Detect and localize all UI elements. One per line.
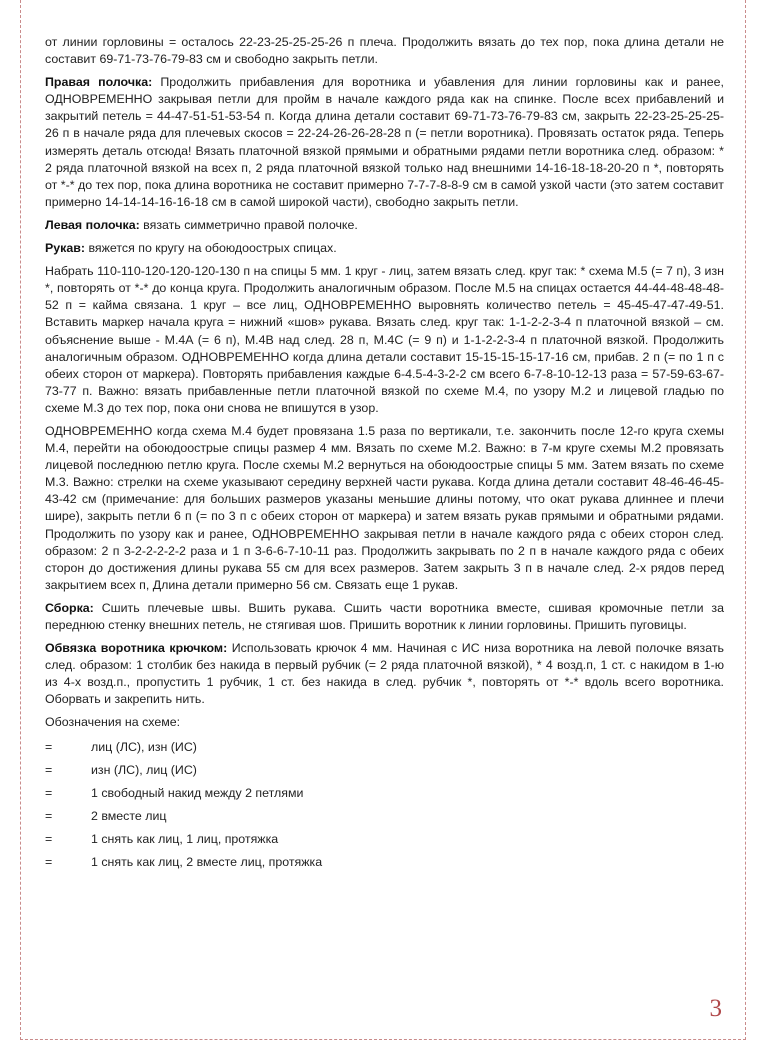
- paragraph-collar-edging: Обвязка воротника крючком: Использовать крючок 4 мм. Начиная с ИС низа воротника на левой полочке вязать след. образом: 1 столбик без накида в первый рубчик (= 2 ряда платочной вязкой), * 4 возд.п, 1 ст. с накидом в 1-ю из 4-х возд.п., пропустить 1 рубчик, 1 ст. без накида в след. рубчик *, повторять от *-* вдоль всего воротника. Оборвать и закрепить нить.: [45, 641, 724, 707]
- legend-desc: 1 снять как лиц, 1 лиц, протяжка: [91, 831, 279, 846]
- legend-desc: лиц (ЛС), изн (ИС): [91, 739, 197, 754]
- legend-symbol: =: [45, 762, 53, 777]
- legend-item: [45, 785, 724, 808]
- legend-title: Обозначения на схеме:: [45, 715, 181, 730]
- page-number: 3: [709, 995, 722, 1022]
- document-body: [45, 34, 724, 877]
- heading-sleeve: Рукав:: [45, 241, 85, 256]
- paragraph-assembly: Сборка: Сшить плечевые швы. Вшить рукава. Сшить части воротника вместе, сшивая кромочные петли за переднюю стенку внешних петель, не стягивая шов. Пришить воротник к линии горловины. Пришить пуговицы.: [45, 600, 724, 632]
- heading-right-front: Правая полочка:: [45, 75, 153, 90]
- legend-item: [45, 808, 724, 831]
- heading-collar-edging: Обвязка воротника крючком:: [45, 641, 228, 656]
- paragraph-right-front: Правая полочка: Продолжить прибавления для воротника и убавления для линии горловины как и ранее, ОДНОВРЕМЕННО закрывая петли для пройм в начале каждого ряда как на спинке. После всех прибавлений и закрытий петель = 44-47-51-51-53-54 п. Когда длина детали составит 69-71-73-76-79-83 см, закрыть 22-23-25-25-25-26 п в начале ряда для плечевых скосов = 22-24-26-26-28-28 п (= петли воротника). Провязать остаток ряда. Теперь измерять деталь отсюда! Вязать платочной вязкой прямыми и обратными рядами петли воротника след. образом: * 2 ряда платочной вязкой на всех п, 2 ряда платочной вязкой только над внешними 14-16-18-18-20-20 п *, повторять от *-* до тех пор, пока длина воротника не составит примерно 7-7-7-8-8-9 см в самой узкой части (это затем составит примерно 14-14-14-16-16-18 см в самой широкой части), свободно закрыть петли.: [45, 75, 724, 209]
- legend-desc: изн (ЛС), лиц (ИС): [91, 762, 197, 777]
- legend-symbol: =: [45, 831, 53, 846]
- legend-symbol: =: [45, 854, 53, 869]
- legend-desc: 1 свободный накид между 2 петлями: [91, 785, 304, 800]
- paragraph-sleeve-cast-on: Набрать 110-110-120-120-120-130 п на спицы 5 мм. 1 круг - лиц, затем вязать след. круг так: * схема М.5 (= 7 п), 3 изн *, повторять от *-* до конца круга. Продолжить аналогичным образом. После М.5 на спицах остается 44-44-48-48-48-52 п = кайма связана. 1 круг – все лиц, ОДНОВРЕМЕННО выровнять количество петель = 45-45-47-47-49-51. Вставить маркер начала круга = нижний «шов» рукава. Вязать след. круг так: 1-1-2-2-3-4 п платочной вязкой – см. объяснение выше - М.4A (= 6 п), М.4B над след. 28 п, М.4C (= 9 п) и 1-1-2-2-3-4 п платочной вязкой. Продолжить аналогичным образом. ОДНОВРЕМЕННО когда длина детали составит 15-15-15-15-17-16 см, прибав. 2 п (= по 1 п с обеих сторон от маркера). Повторять прибавления каждые 6-4.5-4-3-2-2 см всего 6-7-8-10-12-13 раза = 57-59-63-67-73-77 п. Важно: вязать прибавленные петли платочной вязкой по схеме М.4, по узору М.2 и лицевой гладью по схеме М.3 до тех пор, пока они снова не впишутся в узор.: [45, 264, 724, 415]
- paragraph-sleeve-shaping: ОДНОВРЕМЕННО когда схема М.4 будет провязана 1.5 раза по вертикали, т.е. закончить после 12-го круга схемы М.4, перейти на обоюдоострые спицы размер 4 мм. Вязать по схеме М.2. Важно: в 7-м круге схемы М.2 провязать лицевой последнюю петлю круга. После схемы М.2 вернуться на обоюдоострые спицы 5 мм. Затем вязать по схеме М.3. Важно: стрелки на схеме указывают середину верхней части рукава. Когда длина детали составит 48-46-46-45-43-42 см (примечание: для больших размеров указаны меньшие длины потому, что окат рукава длиннее и плечи шире), закрыть петли 6 п (= по 3 п с обеих сторон от маркера) и затем вязать рукав прямыми и обратными рядами. Продолжить по узору как и ранее, ОДНОВРЕМЕННО закрывая петли в начале каждого ряда с обеих сторон след. образом: 2 п 3-2-2-2-2-2 раза и 1 п 3-6-6-7-10-11 раз. Продолжить закрывать по 2 п в начале каждого ряда с обеих сторон до достижения длины рукава 55 см для всех размеров. Затем закрыть 3 п в начале след. 2-х рядов перед закрытием всех п, Длина детали примерно 56 см. Связать еще 1 рукав.: [45, 423, 724, 592]
- heading-left-front: Левая полочка:: [45, 217, 140, 232]
- legend-symbol: =: [45, 785, 53, 800]
- legend-list: [45, 739, 724, 877]
- legend-symbol: =: [45, 739, 53, 754]
- paragraph-sleeve-intro: Рукав: вяжется по кругу на обоюдоострых спицах.: [45, 241, 337, 256]
- paragraph-back-end: от линии горловины = осталось 22-23-25-25-25-26 п плеча. Продолжить вязать до тех пор, пока длина детали не составит 69-71-73-76-79-83 см и свободно закрыть петли.: [45, 35, 724, 67]
- legend-desc: 1 снять как лиц, 2 вместе лиц, протяжка: [91, 854, 323, 869]
- legend-symbol: =: [45, 808, 53, 823]
- paragraph-left-front: Левая полочка: вязать симметрично правой полочке.: [45, 217, 358, 232]
- legend-item: [45, 762, 724, 785]
- legend-desc: 2 вместе лиц: [91, 808, 167, 823]
- legend-item: [45, 739, 724, 762]
- legend-item: [45, 831, 724, 854]
- legend-item: [45, 854, 724, 877]
- heading-assembly: Сборка:: [45, 600, 94, 615]
